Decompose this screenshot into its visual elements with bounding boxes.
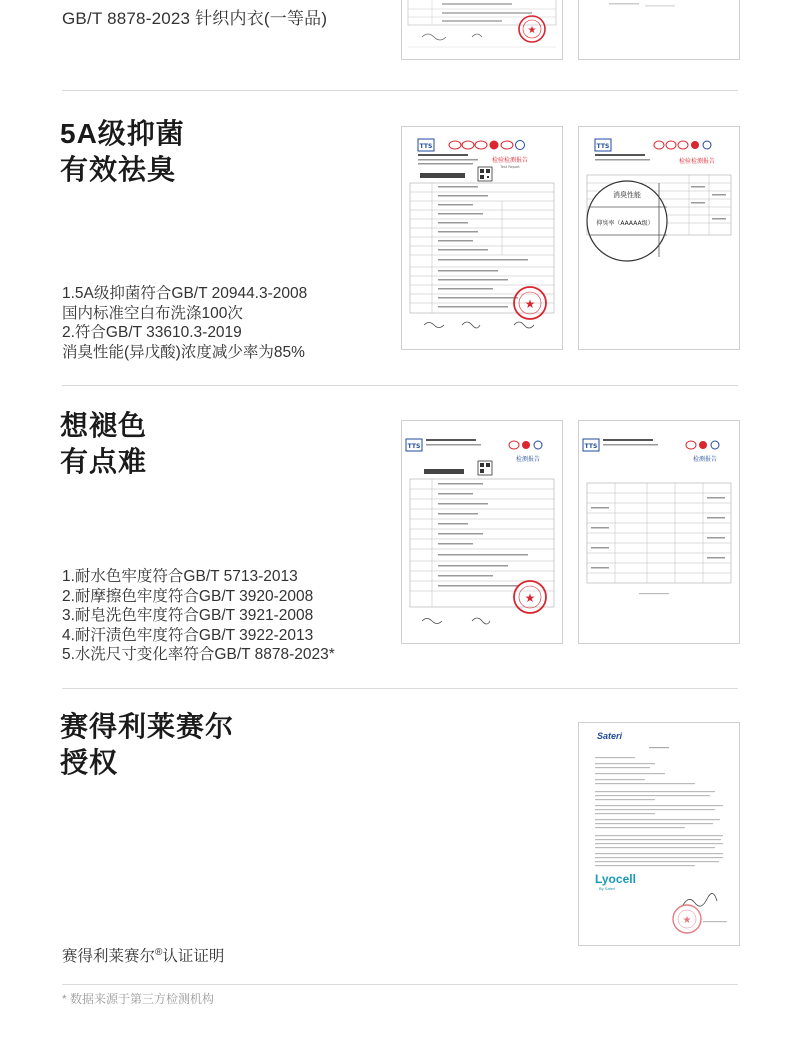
registered-mark: ® (155, 946, 163, 958)
sateri-certificate-document (578, 722, 740, 946)
red-seal-icon (514, 287, 546, 319)
odor-report-document (578, 126, 740, 350)
red-seal-icon (514, 581, 546, 613)
svg-text:TTS: TTS (407, 443, 421, 450)
magnifier-row-grade: 抑臭率（AAAAA级） (596, 220, 654, 227)
section-title-antibacterial (60, 116, 185, 188)
doc-title: 检测报告 (692, 456, 718, 463)
section-divider (62, 90, 738, 91)
detail-line: 消臭性能(异戊酸)浓度减少率为85% (62, 343, 305, 361)
detail-line: 5.水洗尺寸变化率符合GB/T 8878-2023* (62, 646, 335, 663)
sateri-brand-logo: Sateri (597, 731, 623, 741)
svg-text:★: ★ (524, 591, 536, 605)
red-seal-icon (673, 905, 701, 933)
doc-title: 检测报告 (515, 456, 541, 463)
detail-line: 1.5A级抑菌符合GB/T 20944.3-2008 (62, 285, 308, 302)
lyocell-logo: Lyocell (595, 872, 636, 886)
doc-title: 检验检测报告 (491, 157, 529, 164)
svg-text:★: ★ (527, 25, 537, 36)
svg-text:★: ★ (524, 297, 536, 311)
detail-line: 2.符合GB/T 33610.3-2019 (62, 324, 242, 341)
section-title-colorfast (60, 408, 147, 480)
certification-marks-icon (509, 441, 542, 449)
certification-marks-icon (686, 441, 719, 449)
colorfast-report-document-a (401, 420, 563, 644)
report-logo-icon (595, 139, 611, 151)
svg-text:TTS: TTS (596, 143, 610, 150)
svg-text:TTS: TTS (584, 443, 598, 450)
data-source-footnote: * 数据来源于第三方检测机构 (62, 992, 215, 1006)
title-line: 赛得利莱赛尔 (60, 711, 235, 742)
report-document-top-left (401, 0, 563, 60)
red-seal-icon (519, 16, 545, 42)
top-standard-text: GB/T 8878-2023 针织内衣(一等品) (62, 9, 328, 28)
antibacterial-details (62, 284, 307, 362)
antibacterial-report-document (401, 126, 563, 350)
report-document-top-right (578, 0, 740, 60)
detail-line: 2.耐摩擦色牢度符合GB/T 3920-2008 (62, 587, 314, 605)
detail-line: 3.耐皂洗色牢度符合GB/T 3921-2008 (62, 607, 314, 624)
detail-line: 4.耐汗渍色牢度符合GB/T 3922-2013 (62, 626, 314, 644)
title-line: 授权 (60, 747, 119, 778)
report-logo-icon (418, 139, 434, 151)
title-line: 5A级抑菌 (60, 118, 185, 149)
colorfast-report-document-b (578, 420, 740, 644)
report-logo-icon (583, 439, 599, 451)
doc-subtitle: Test Report (500, 165, 520, 169)
detail-line: 国内标准空白布洗涤100次 (62, 304, 243, 322)
svg-text:TTS: TTS (419, 143, 433, 150)
title-line: 有点难 (60, 446, 148, 477)
colorfast-details (62, 567, 335, 665)
title-line: 有效祛臭 (60, 154, 177, 185)
qr-code-icon (478, 461, 492, 475)
caption-suffix: 认证证明 (162, 948, 225, 965)
section-divider (62, 385, 738, 386)
svg-text:★: ★ (682, 915, 692, 926)
magnifier-row-odor: 消臭性能 (613, 191, 641, 199)
detail-line: 1.耐水色牢度符合GB/T 5713-2013 (62, 568, 298, 585)
doc-title: 检验检测报告 (678, 158, 716, 165)
certificate-caption (62, 944, 224, 966)
report-logo-icon (406, 439, 422, 451)
section-divider (62, 688, 738, 689)
qr-code-icon (478, 167, 492, 181)
title-line: 想褪色 (60, 410, 148, 441)
lyocell-logo-sub: By Sateri (599, 886, 616, 891)
certification-marks-icon (654, 141, 711, 149)
caption-text: 赛得利莱赛尔 (62, 948, 156, 965)
section-title-sateri (60, 709, 234, 781)
section-divider (62, 984, 738, 985)
certification-marks-icon (449, 141, 525, 150)
magnifier-icon (587, 181, 667, 261)
